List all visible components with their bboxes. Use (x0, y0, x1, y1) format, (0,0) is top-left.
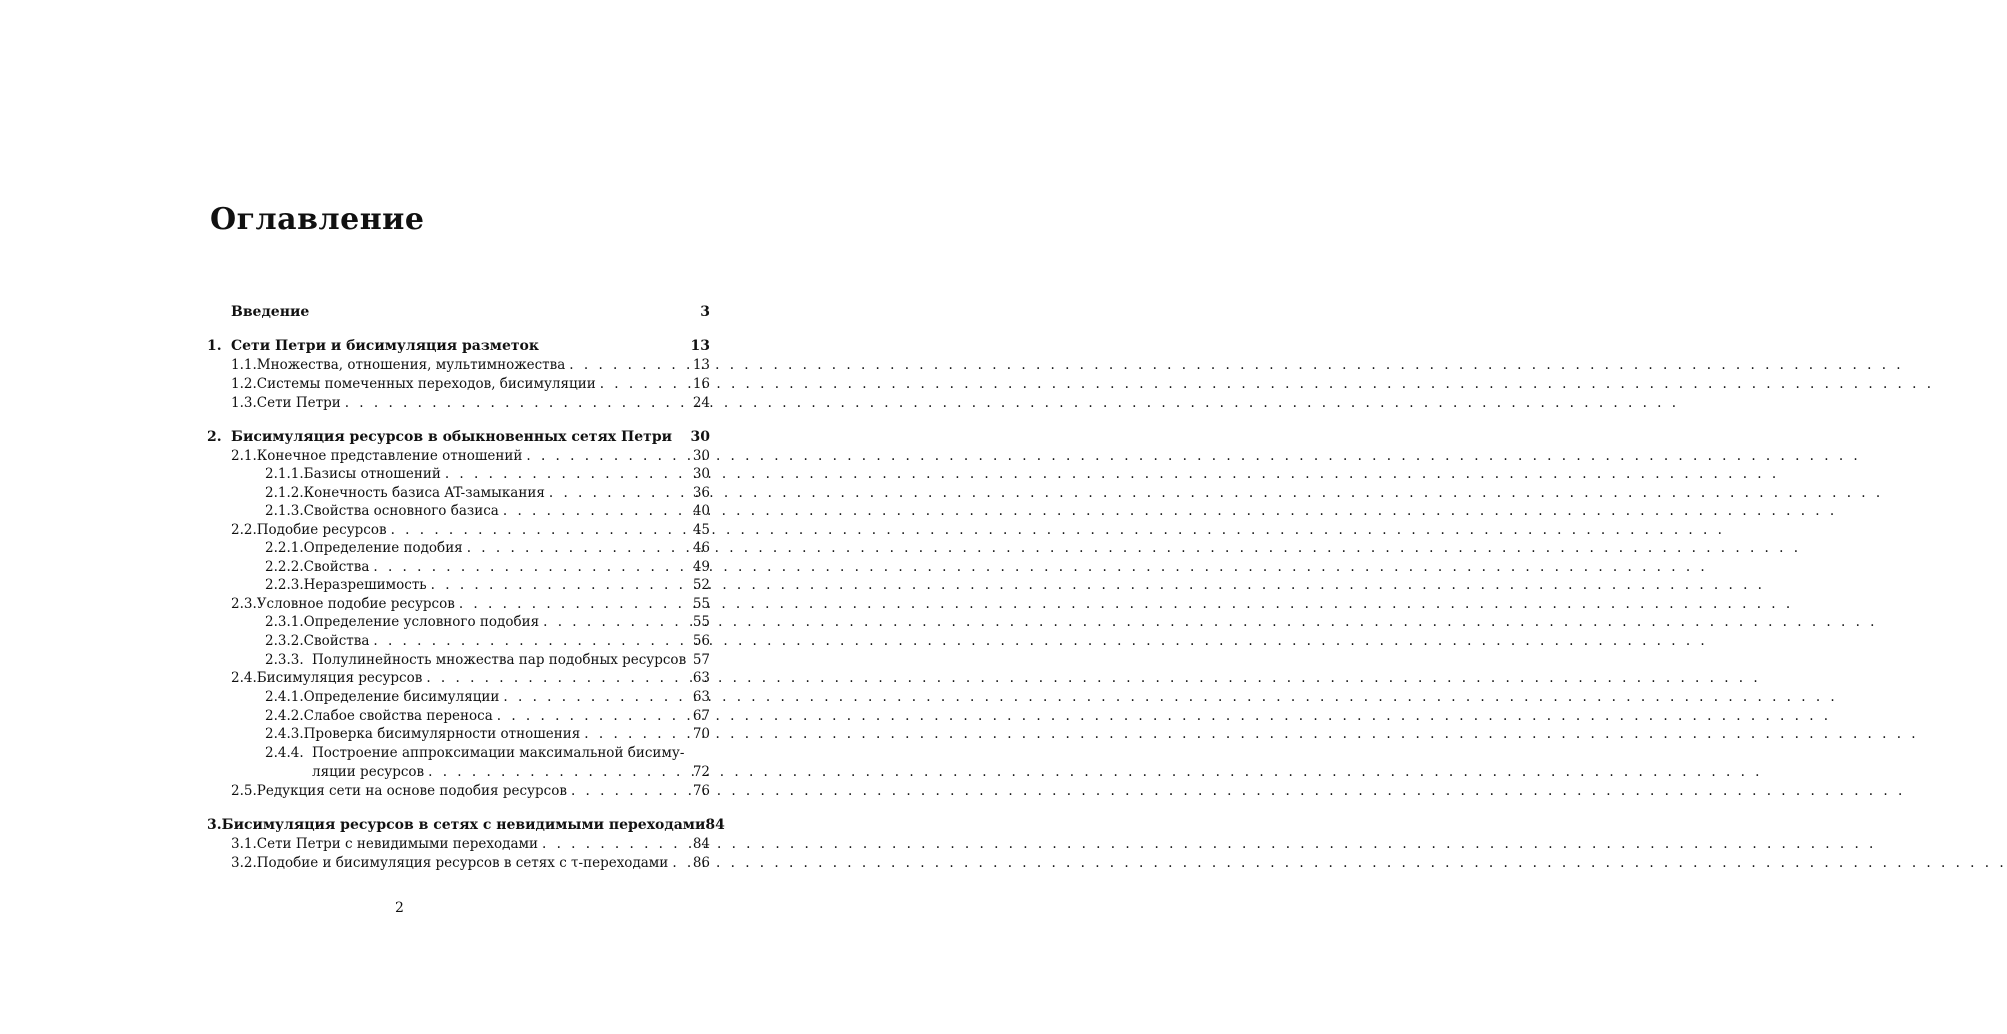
toc-label: Полулинейность множества пар подобных ресурсов (312, 652, 687, 668)
toc-leader (373, 561, 688, 575)
toc-entry-2-1[interactable] (231, 450, 710, 464)
toc-page: 30 (690, 429, 710, 445)
toc-page: 36 (692, 485, 710, 501)
toc-page: 49 (692, 559, 710, 575)
toc-leader (426, 672, 688, 686)
toc-number: 2.2.2. (265, 559, 304, 575)
toc-entry-3-2[interactable] (231, 857, 710, 871)
toc-leader (672, 857, 689, 871)
toc-label: Редукция сети на основе подобия ресурсов (256, 783, 567, 799)
toc-leader (445, 468, 689, 482)
toc-number: 2.4. (231, 670, 257, 686)
toc-entry-2-4-4-cont[interactable] (312, 766, 710, 780)
toc-number: 2.4.3. (265, 726, 304, 742)
toc-number: 2.4.1. (265, 689, 304, 705)
toc-entry-chapter-2[interactable] (207, 430, 710, 444)
toc-leader (584, 728, 689, 742)
toc-label: ляции ресурсов (312, 764, 425, 780)
toc-entry-2-2[interactable] (231, 524, 710, 538)
toc-entry-2-3-1[interactable] (265, 616, 710, 630)
toc-number: 2.5. (231, 783, 257, 799)
toc-number: 2.3.1. (265, 614, 304, 630)
toc-entry-3-1[interactable] (231, 838, 710, 852)
toc-label: Неразрешимость (303, 577, 427, 593)
table-of-contents (0, 0, 799, 1034)
toc-number: 1.2. (231, 376, 257, 392)
toc-entry-2-1-2[interactable] (265, 487, 710, 501)
toc-leader (543, 616, 689, 630)
toc-number: 2.4.4. (265, 745, 304, 761)
toc-number: 2.1.3. (265, 503, 304, 519)
toc-page: 40 (692, 503, 710, 519)
toc-leader (569, 359, 689, 373)
toc-page: 13 (692, 357, 710, 373)
toc-label: Слабое свойства переноса (303, 708, 493, 724)
toc-leader (549, 487, 689, 501)
toc-label: Сети Петри и бисимуляция разметок (231, 338, 539, 354)
toc-number: 2.3. (231, 596, 257, 612)
toc-label: Проверка бисимулярности отношения (303, 726, 581, 742)
toc-leader (503, 691, 688, 705)
toc-page: 45 (692, 522, 710, 538)
toc-page: 84 (692, 836, 710, 852)
toc-label: Подобие ресурсов (256, 522, 387, 538)
toc-page: 67 (692, 708, 710, 724)
toc-page: 30 (692, 448, 710, 464)
toc-label: Базисы отношений (303, 466, 441, 482)
toc-page: 56 (692, 633, 710, 649)
toc-leader (503, 505, 689, 519)
toc-leader (571, 785, 689, 799)
toc-label: Определение бисимуляции (303, 689, 500, 705)
toc-label: Множества, отношения, мультимножества (256, 357, 566, 373)
toc-number: 2. (207, 429, 222, 445)
toc-number: 3. (207, 817, 222, 833)
toc-label: Свойства (303, 559, 370, 575)
toc-number: 2.4.2. (265, 708, 304, 724)
toc-number: 2.1. (231, 448, 257, 464)
toc-label: Введение (231, 304, 310, 320)
page-number: 2 (395, 900, 404, 916)
toc-leader (431, 579, 689, 593)
toc-entry-2-4-1[interactable] (265, 691, 710, 705)
toc-page: 24 (692, 395, 710, 411)
toc-leader (467, 542, 689, 556)
toc-entry-intro[interactable] (231, 305, 710, 319)
toc-page: 13 (690, 338, 710, 354)
toc-leader (526, 450, 688, 464)
toc-label: Бисимуляция ресурсов (256, 670, 423, 686)
toc-entry-1-3[interactable] (231, 397, 710, 411)
toc-number: 2.3.3. (265, 652, 304, 668)
toc-entry-chapter-1[interactable] (207, 339, 710, 353)
toc-number: 2.2.3. (265, 577, 304, 593)
toc-number: 1.1. (231, 357, 257, 373)
toc-label: Бисимуляция ресурсов в сетях с невидимыми переходами (221, 817, 706, 833)
toc-entry-2-4-3[interactable] (265, 728, 710, 742)
toc-entry-2-3-3[interactable] (265, 654, 710, 668)
toc-number: 1. (207, 338, 222, 354)
toc-page: 84 (705, 817, 725, 833)
toc-label: Свойства основного базиса (303, 503, 499, 519)
toc-number: 2.1.2. (265, 485, 304, 501)
toc-leader (373, 635, 688, 649)
toc-number: 3.2. (231, 855, 257, 871)
toc-leader (345, 397, 689, 411)
toc-entry-2-2-1[interactable] (265, 542, 710, 556)
toc-label: Конечность базиса AT-замыкания (303, 485, 545, 501)
toc-page: 46 (692, 540, 710, 556)
toc-entry-2-3[interactable] (231, 598, 710, 612)
toc-number: 1.3. (231, 395, 257, 411)
toc-page: 52 (692, 577, 710, 593)
toc-page: 30 (692, 466, 710, 482)
toc-label: Свойства (303, 633, 370, 649)
toc-number: 2.2. (231, 522, 257, 538)
toc-number: 2.1.1. (265, 466, 304, 482)
toc-label: Определение подобия (303, 540, 463, 556)
toc-entry-1-1[interactable] (231, 359, 710, 373)
toc-label: Конечное представление отношений (256, 448, 523, 464)
toc-page: 16 (692, 376, 710, 392)
toc-page: 55 (692, 614, 710, 630)
toc-page: 70 (692, 726, 710, 742)
toc-page: 76 (692, 783, 710, 799)
toc-number: 2.2.1. (265, 540, 304, 556)
toc-leader (600, 378, 689, 392)
toc-leader (459, 598, 689, 612)
toc-page: 63 (692, 689, 710, 705)
toc-entry-2-3-2[interactable] (265, 635, 710, 649)
toc-page: 86 (692, 855, 710, 871)
toc-label: Определение условного подобия (303, 614, 540, 630)
toc-label: Сети Петри (256, 395, 341, 411)
toc-page: 55 (692, 596, 710, 612)
toc-label: Условное подобие ресурсов (256, 596, 455, 612)
toc-leader (428, 766, 689, 780)
toc-label: Построение аппроксимации максимальной бисиму- (312, 745, 685, 761)
toc-page: 57 (692, 652, 710, 668)
toc-entry-2-2-3[interactable] (265, 579, 710, 593)
toc-number: 3.1. (231, 836, 257, 852)
page-title: Оглавление (210, 202, 425, 237)
toc-entry-2-4[interactable] (231, 672, 710, 686)
toc-label: Системы помеченных переходов, бисимуляции (256, 376, 596, 392)
toc-entry-2-1-3[interactable] (265, 505, 710, 519)
toc-page: 3 (700, 304, 710, 320)
toc-entry-chapter-3[interactable] (207, 817, 725, 833)
toc-entry-2-4-4[interactable] (265, 747, 710, 761)
toc-page: 63 (692, 670, 710, 686)
toc-entry-2-1-1[interactable] (265, 468, 710, 482)
toc-label: Подобие и бисимуляция ресурсов в сетях с τ-переходами (256, 855, 669, 871)
toc-page: 72 (692, 764, 710, 780)
toc-leader (497, 710, 689, 724)
toc-label: Бисимуляция ресурсов в обыкновенных сетях Петри (231, 429, 673, 445)
toc-entry-1-2[interactable] (231, 378, 710, 392)
toc-entry-2-2-2[interactable] (265, 561, 710, 575)
toc-entry-2-4-2[interactable] (265, 710, 710, 724)
toc-number: 2.3.2. (265, 633, 304, 649)
toc-label: Сети Петри с невидимыми переходами (256, 836, 539, 852)
toc-leader (542, 838, 689, 852)
toc-leader (391, 524, 689, 538)
toc-entry-2-5[interactable] (231, 785, 710, 799)
